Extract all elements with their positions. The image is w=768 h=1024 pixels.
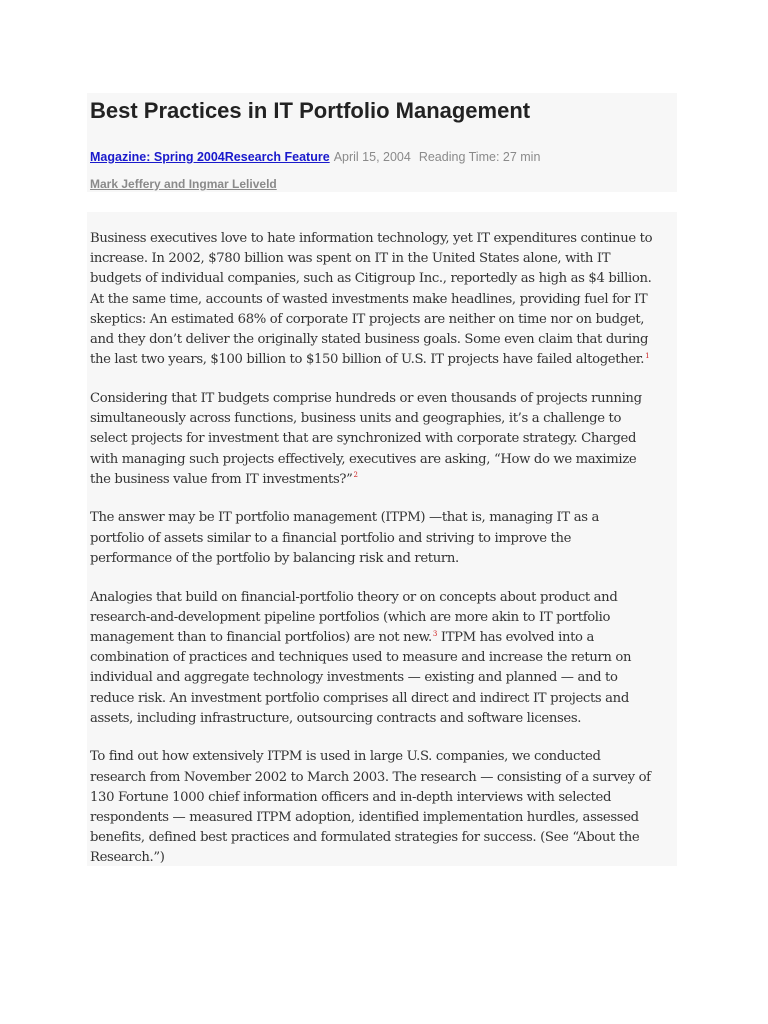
text-line: respondents — measured ITPM adoption, identified implementation hurdles, assessed [90,810,639,826]
text-line: select projects for investment that are synchronized with corporate strategy. Charged [90,431,637,447]
article-title: Best Practices in IT Portfolio Management [90,98,531,123]
text-line: At the same time, accounts of wasted investments make headlines, providing fuel for IT [90,291,648,307]
text-line: The answer may be IT portfolio management (ITPM) —that is, managing IT as a [90,510,599,526]
text-line: skeptics: An estimated 68% of corporate IT projects are neither on time nor on budget, [90,311,645,327]
text-line [90,350,680,370]
text-line: Analogies that build on financial-portfolio theory or on concepts about product and [90,589,618,605]
footnote-ref-1[interactable]: 1 [645,351,650,360]
text-line: reduce risk. An investment portfolio comprises all direct and indirect IT projects and [90,690,629,706]
text-line: Research.”) [90,850,165,866]
authors-link[interactable]: Mark Jeffery and Ingmar Leliveld [90,177,277,191]
text-segment: the business value from IT investments?” [90,471,353,487]
text-line: increase. In 2002, $780 billion was spent on IT in the United States alone, with IT [90,251,611,267]
text-line: simultaneously across functions, business units and geographies, it’s a challenge to [90,411,622,427]
text-line: research from November 2002 to March 2003. The research — consisting of a survey of [90,769,651,785]
category-link[interactable]: Magazine: Spring 2004Research Feature [90,150,330,164]
text-line: Considering that IT budgets comprise hundreds or even thousands of projects running [90,390,642,406]
text-segment: the last two years, $100 billion to $150 billion of U.S. IT projects have failed altogether. [90,352,645,368]
text-line: To find out how extensively ITPM is used in large U.S. companies, we conducted [90,749,601,765]
text-line: assets, including infrastructure, outsourcing contracts and software licenses. [90,710,582,726]
paragraph-1 [90,229,680,370]
text-line: Business executives love to hate information technology, yet IT expenditures continue to [90,231,653,246]
text-line: budgets of individual companies, such as Citigroup Inc., reportedly as high as $4 billion. [90,271,652,287]
paragraph-2 [90,389,680,490]
text-line: 130 Fortune 1000 chief information officers and in-depth interviews with selected [90,789,612,805]
paragraph-5 [90,747,680,868]
article-body [87,212,677,866]
text-line: and they don’t deliver the originally stated business goals. Some even claim that during [90,332,649,348]
paragraph-3 [90,508,680,569]
footnote-ref-3[interactable]: 3 [432,629,437,638]
text-line: research-and-development pipeline portfolios (which are more akin to IT portfolio [90,609,611,625]
publish-date: April 15, 2004 [333,150,411,164]
paragraph-4 [90,588,680,729]
text-line: combination of practices and techniques used to measure and increase the return on [90,650,632,666]
footnote-ref-2[interactable]: 2 [353,471,358,480]
text-line: individual and aggregate technology investments — existing and planned — and to [90,670,618,686]
text-line: with managing such projects effectively, executives are asking, “How do we maximize [90,451,637,467]
article-header [87,93,677,192]
article-meta [90,149,540,165]
text-line: portfolio of assets similar to a financial portfolio and striving to improve the [90,530,572,546]
text-line [90,470,680,490]
text-line: performance of the portfolio by balancing risk and return. [90,550,459,566]
text-line [90,628,680,648]
text-segment: management than to financial portfolios) are not new. [90,629,432,645]
reading-time: Reading Time: 27 min [418,150,541,164]
text-line: benefits, defined best practices and formulated strategies for success. (See “About the [90,830,640,846]
text-segment: ITPM has evolved into a [437,629,594,645]
